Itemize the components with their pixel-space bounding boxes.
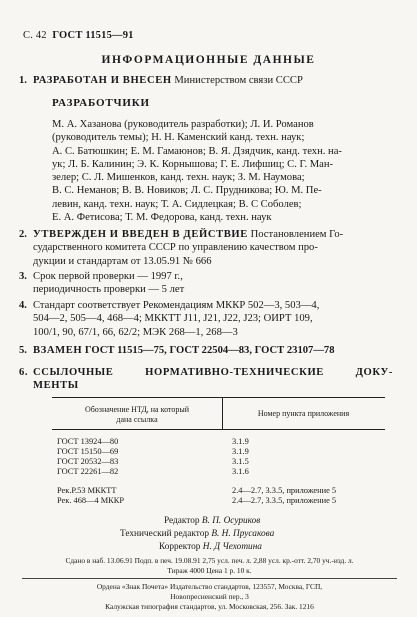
table-cell-point: 3.1.6 — [232, 467, 249, 476]
imprint-divider — [22, 578, 397, 579]
section-6 — [19, 366, 393, 393]
developers-line: А. С. Батюшкин; Е. М. Гамаюнов; В. Я. Дзядчик, канд. техн. на- — [52, 145, 342, 157]
developers-heading: РАЗРАБОТЧИКИ — [52, 97, 150, 109]
credit-tech-editor — [120, 529, 274, 539]
page-number: С. 42 — [23, 30, 47, 41]
section-1-caps: РАЗРАБОТАН И ВНЕСЕН — [33, 75, 172, 86]
credit-proofreader — [159, 542, 262, 552]
table-cell-point: 2.4—2.7, 3.3.5, приложение 5 — [232, 486, 337, 495]
section-2-line: сударственного комитета СССР по управлению качеством про- — [33, 242, 318, 254]
document-title: ИНФОРМАЦИОННЫЕ ДАННЫЕ — [101, 54, 316, 66]
table-cell-ref: Рек.Р.53 МККТТ — [57, 486, 117, 495]
publisher-info-line: Ордена «Знак Почета» Издательство стандартов, 123557, Москва, ГСП, — [96, 582, 323, 591]
section-4-line: 100/1, 90, 67/1, 66, 62/2; МЭК 268—1, 268—3 — [33, 326, 238, 338]
publisher-info-line: Калужская типография стандартов, ул. Московская, 256. Зак. 1216 — [105, 602, 314, 611]
print-info — [22, 556, 397, 576]
section-6-number: 6. — [19, 367, 29, 378]
section-5-text: ГОСТ 11515—75, ГОСТ 22504—83, ГОСТ 23107—78 — [84, 345, 335, 356]
table-row — [52, 467, 385, 477]
section-6-line: МЕНТЫ — [33, 380, 79, 392]
section-1-text: Министерством связи СССР — [174, 75, 303, 86]
table-cell-point: 3.1.9 — [232, 437, 249, 446]
table-cell-ref: ГОСТ 22261—82 — [57, 467, 119, 476]
print-info-line: Тираж 4000 Цена 1 р. 10 к. — [167, 566, 252, 575]
standard-code: ГОСТ 11515—91 — [52, 30, 134, 41]
table-header-point: Номер пункта приложения — [257, 409, 350, 418]
print-info-line: Сдано в наб. 13.06.91 Подп. в печ. 19.08.91 2,75 усл. печ. л. 2,88 усл. кр.-отт. 2,70 уч.-изд. л. — [65, 556, 354, 565]
publisher-info — [22, 582, 397, 612]
section-6-word: ДОКУ- — [355, 367, 393, 378]
table-row — [52, 496, 385, 506]
section-5-number: 5. — [19, 345, 27, 356]
developers-line: М. А. Хазанова (руководитель разработки); Л. И. Романов — [52, 119, 314, 130]
credit-tech-name: В. Н. Прусакова — [211, 529, 275, 539]
page-header — [23, 30, 134, 41]
section-6-word: НОРМАТИВНО-ТЕХНИЧЕСКИЕ — [145, 367, 324, 378]
table-header-rule — [52, 429, 385, 430]
section-3 — [19, 270, 393, 297]
table-row — [52, 437, 385, 447]
section-1-number: 1. — [19, 75, 27, 86]
section-2-line: дукции и стандартам от 13.05.91 № 666 — [33, 255, 212, 267]
section-3-line: периодичность проверки — 5 лет — [33, 284, 185, 296]
section-2 — [19, 228, 393, 268]
section-6-word: ССЫЛОЧНЫЕ — [33, 367, 114, 378]
table-cell-point: 3.1.5 — [232, 457, 249, 466]
table-header-ntd — [52, 405, 222, 424]
table-row — [52, 447, 385, 457]
developers-line: (руководитель темы); Н. Н. Каменский канд. техн. наук; — [52, 132, 305, 144]
table-cell-ref: ГОСТ 13924—80 — [57, 437, 119, 446]
credit-editor-role: Редактор — [164, 516, 200, 526]
table-header-ntd-line: Обозначение НТД, на который — [84, 405, 190, 414]
table-row — [52, 457, 385, 467]
table-header-ntd-line: дана ссылка — [116, 414, 158, 424]
section-4 — [19, 299, 393, 339]
section-1 — [19, 74, 393, 87]
developers-line: левин, канд. техн. наук; Т. А. Сидлецкая; В. С Соболев; — [52, 198, 302, 210]
table-cell-point: 2.4—2.7, 3.3.5, приложение 5 — [232, 496, 337, 505]
credit-proof-name: Н. Д Чехотина — [202, 542, 262, 552]
section-3-number: 3. — [19, 271, 27, 282]
developers-list — [52, 118, 392, 224]
developers-line: В. С. Неманов; В. В. Новиков; Л. С. Прудникова; Ю. М. Пе- — [52, 185, 322, 197]
section-4-number: 4. — [19, 300, 27, 311]
section-5-caps: ВЗАМЕН — [33, 345, 83, 356]
developers-line: зелер; С. Л. Мишенков, канд. техн. наук; З. М. Наумова; — [52, 172, 305, 184]
developers-line: ук; Л. Б. Калинин; Э. К. Корнышова; Г. Е. Лифшиц; С. Г. Ман- — [52, 158, 334, 170]
section-2-caps: УТВЕРЖДЕН И ВВЕДЕН В ДЕЙСТВИЕ — [33, 229, 248, 240]
credit-editor — [164, 516, 260, 526]
table-cell-ref: Рек. 468—4 МККР — [57, 496, 125, 505]
developers-line: Е. А. Фетисова; Т. М. Федорова, канд. техн. наук — [52, 212, 272, 224]
table-cell-point: 3.1.9 — [232, 447, 249, 456]
table-row — [52, 486, 385, 496]
credit-editor-name: В. П. Осуриков — [201, 516, 261, 526]
section-5 — [19, 344, 393, 357]
publisher-info-line: Новопресненский пер., 3 — [170, 592, 249, 601]
section-4-line: Стандарт соответствует Рекомендациям МККР 502—3, 503—4, — [33, 300, 320, 311]
section-2-line: Постановлением Го- — [250, 229, 344, 240]
section-4-line: 504—2, 505—4, 468—4; МККТТ J11, J21, J22, J23; ОИРТ 109, — [33, 313, 313, 325]
table-cell-ref: ГОСТ 15150—69 — [57, 447, 119, 456]
section-3-line: Срок первой проверки — 1997 г., — [33, 271, 183, 282]
table-top-rule — [52, 397, 385, 398]
credit-proof-role: Корректор — [159, 542, 201, 552]
table-cell-ref: ГОСТ 20532—83 — [57, 457, 119, 466]
section-2-number: 2. — [19, 229, 27, 240]
credit-tech-role: Технический редактор — [120, 529, 210, 539]
